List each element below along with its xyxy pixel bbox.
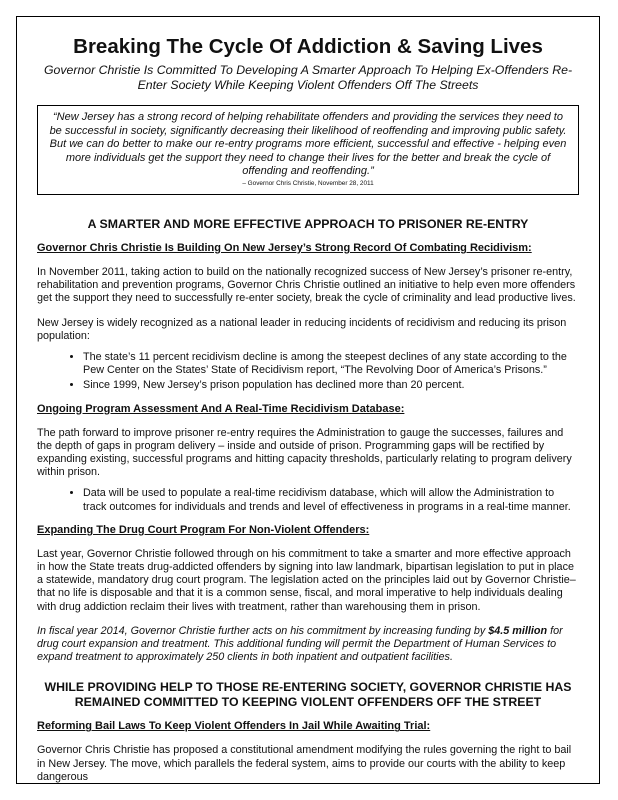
document-subtitle: Governor Christie Is Committed To Developing A Smarter Approach To Helping Ex-Offenders Re-Enter Society While Keeping Violent Offenders Off The Streets <box>43 63 573 92</box>
section-title-violent-offenders <box>17 680 599 710</box>
bullet-item: • The state’s 11 percent recidivism decline is among the steepest declines of any state according to the Pew Center on the States’ State of Recidivism report, “The Revolving Door of America’s Prisons.” <box>83 351 579 377</box>
quote-text: “New Jersey has a strong record of helping rehabilitate offenders and providing the services they need to be successful in society, significantly decreasing their likelihood of reoffending and improving public safety. But we can do better to make our re-entry programs more efficient, successful and effective - helping even more individuals get the support they need to change their lives for the better and break the cycle of offending and reoffending.” <box>49 111 567 178</box>
document-title: Breaking The Cycle Of Addiction & Saving Lives <box>73 35 543 58</box>
bullet-list <box>69 351 579 393</box>
funding-text-a: In fiscal year 2014, Governor Christie further acts on his commitment by increasing funding by <box>37 624 489 637</box>
document-page <box>16 16 600 784</box>
paragraph: In November 2011, taking action to build on the nationally recognized success of New Jersey’s prisoner re-entry, rehabilitation and prevention programs, Governor Chris Christie outlined an initiative to help even more offenders get the support they need to successfully re-enter society, break the cycle of criminality and lead productive lives. <box>37 265 576 305</box>
subheading-record: Governor Chris Christie Is Building On New Jersey’s Strong Record Of Combating Recidivism: <box>37 241 532 254</box>
paragraph: Governor Chris Christie has proposed a constitutional amendment modifying the rules governing the right to bail in New Jersey. The move, which parallels the federal system, aims to provide our courts with the ability to keep dangerous <box>37 744 572 783</box>
paragraph: New Jersey is widely recognized as a national leader in reducing incidents of recidivism and reducing its prison population: <box>37 316 567 342</box>
section-title-line: WHILE PROVIDING HELP TO THOSE RE-ENTERING SOCIETY, GOVERNOR CHRISTIE HAS <box>44 680 572 695</box>
bullet-item: • Since 1999, New Jersey’s prison population has declined more than 20 percent. <box>83 379 579 392</box>
quote-attribution: – Governor Chris Christie, November 28, 2011 <box>242 179 374 187</box>
funding-amount: $4.5 million <box>488 624 548 637</box>
section-title-line: REMAINED COMMITTED TO KEEPING VIOLENT OFFENDERS OFF THE STREET <box>74 695 542 710</box>
bullet-list <box>69 487 579 513</box>
paragraph-funding <box>37 625 579 665</box>
section-title-reentry: A SMARTER AND MORE EFFECTIVE APPROACH TO PRISONER RE-ENTRY <box>87 216 529 231</box>
quote-box <box>37 105 579 195</box>
subheading-assessment: Ongoing Program Assessment And A Real-Time Recidivism Database: <box>37 402 405 415</box>
bullet-item: • Data will be used to populate a real-time recidivism database, which will allow the Administration to track outcomes for individuals and trends and level of effectiveness in programs in a real-time manner. <box>83 487 579 513</box>
paragraph: The path forward to improve prisoner re-entry requires the Administration to gauge the successes, failures and the depth of gaps in program delivery – inside and outside of prison. Programming gaps will be rectified by expanding existing, successful programs and hitting capacity thresholds, particularly relating to program delivery within prison. <box>37 426 572 479</box>
funding-text-b: for drug court expansion and treatment. This additional funding will permit the Department of Human Services to expand treatment to approximately 250 clients in both inpatient and outpatient facilities. <box>37 624 563 664</box>
subheading-drug-court: Expanding The Drug Court Program For Non-Violent Offenders: <box>37 523 370 536</box>
subheading-bail: Reforming Bail Laws To Keep Violent Offenders In Jail While Awaiting Trial: <box>37 720 431 733</box>
paragraph: Last year, Governor Christie followed through on his commitment to take a smarter and more effective approach in how the State treats drug-addicted offenders by signing into law landmark, bipartisan legislation to put in place a statewide, mandatory drug court program. The legislation acted on the principles laid out by Governor Christie– that no life is disposable and that it is a common sense, fiscal, and moral imperative to help individuals dealing with drug addiction reclaim their lives with treatment, rather than warehousing them in prison. <box>37 547 576 613</box>
